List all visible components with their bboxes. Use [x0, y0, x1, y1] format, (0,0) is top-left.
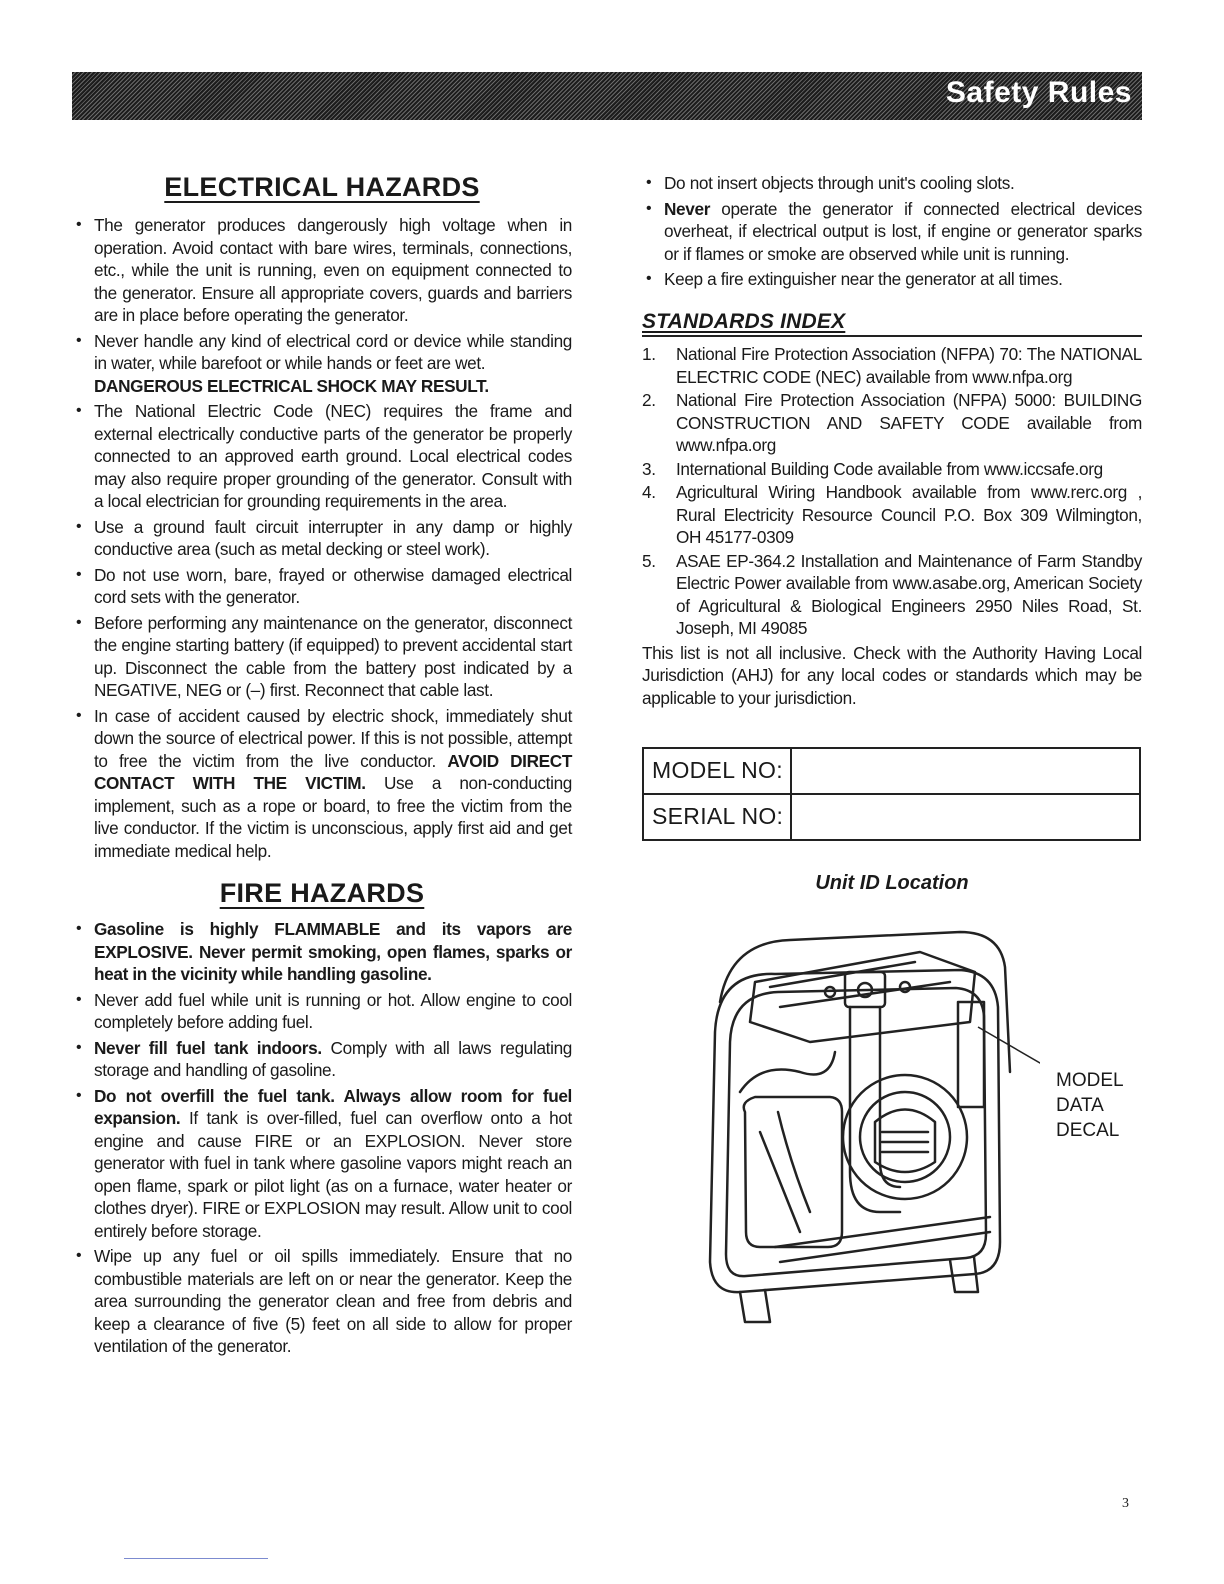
list-item: • The National Electric Code (NEC) requires the frame and external electrically conductive parts of the generator be properly connected to an approved earth ground. Local electrical codes may also require proper grounding of the generator. Consult with a local electrician for grounding requirements in the area. [72, 400, 572, 513]
fire-hazards-continued-list [642, 172, 1142, 291]
footer-rule [124, 1558, 268, 1559]
list-item: • Do not overfill the fuel tank. Always allow room for fuel expansion. If tank is over-filled, fuel can overflow onto a hot engine and cause FIRE or an EXPLOSION. Never store generator with fuel in tank where gasoline vapors might reach an open flame, spark or pilot light (as on a furnace, water heater or clothes dryer). FIRE or EXPLOSION may result. Allow unit to cool entirely before storage. [72, 1085, 572, 1243]
model-number-label: MODEL NO: [652, 757, 783, 783]
list-item: 4. Agricultural Wiring Handbook available from www.rerc.org , Rural Electricity Resource Council P.O. Box 309 Wilmington, OH 45177-0309 [642, 482, 1142, 547]
list-item: • Wipe up any fuel or oil spills immediately. Ensure that no combustible materials are left on or near the generator. Keep the area surrounding the generator clean and free from debris and keep a clearance of five (5) feet on all side to allow for proper ventilation of the generator. [72, 1245, 572, 1358]
electrical-hazards-list [72, 214, 572, 862]
list-item: • Use a ground fault circuit interrupter in any damp or highly conductive area (such as metal decking or steel work). [72, 516, 572, 561]
list-item: • Never operate the generator if connected electrical devices overheat, if electrical output is lost, if engine or generator sparks or if flames or smoke are observed while unit is running. [642, 198, 1142, 266]
fire-hazards-heading: FIRE HAZARDS [219, 878, 425, 908]
list-item: • Never add fuel while unit is running or hot. Allow engine to cool completely before adding fuel. [72, 989, 572, 1034]
standards-list [642, 343, 1142, 640]
list-item: • Do not use worn, bare, frayed or otherwise damaged electrical cord sets with the generator. [72, 564, 572, 609]
serial-number-row [644, 795, 1139, 841]
left-column [72, 170, 572, 1361]
list-item: 2. National Fire Protection Association (NFPA) 5000: BUILDING CONSTRUCTION AND SAFETY CODE available from www.nfpa.org [642, 390, 1142, 455]
unit-id-table [642, 747, 1141, 841]
list-item: • In case of accident caused by electric shock, immediately shut down the source of electrical power. If this is not possible, attempt to free the victim from the live conductor. AVOID DIRECT CONTACT WITH THE VICTIM. Use a non-conducting implement, such as a rope or board, to free the victim from the live conductor. If the victim is unconscious, apply first aid and get immediate medical help. [72, 705, 572, 863]
list-item: 3. International Building Code available from www.iccsafe.org [642, 458, 1103, 479]
model-number-row [644, 749, 1139, 795]
page-number: 3 [1122, 1496, 1129, 1511]
page-title: Safety Rules [945, 76, 1132, 109]
header-banner [72, 72, 1142, 120]
list-item: • Gasoline is highly FLAMMABLE and its vapors are EXPLOSIVE. Never permit smoking, open flames, sparks or heat in the vicinity while handling gasoline. [72, 918, 572, 986]
table-divider [790, 749, 792, 839]
list-item: • Keep a fire extinguisher near the generator at all times. [642, 268, 1142, 291]
right-column [642, 172, 1142, 709]
model-data-decal-label: MODEL DATA DECAL [1056, 1070, 1124, 1141]
list-item: • Before performing any maintenance on the generator, disconnect the engine starting battery (if equipped) to prevent accidental start up. Disconnect the cable from the battery post indicated by a NEGATIVE, NEG or (–) first. Reconnect that cable last. [72, 612, 572, 702]
serial-number-label: SERIAL NO: [652, 803, 784, 829]
generator-illustration [660, 912, 1040, 1342]
standards-index-heading: STANDARDS INDEX [642, 311, 1142, 338]
list-item: • Do not insert objects through unit's cooling slots. [642, 172, 1142, 195]
fire-hazards-list [72, 918, 572, 1358]
standards-note: This list is not all inclusive. Check with the Authority Having Local Jurisdiction (AHJ) for any local codes or standards which may be applicable to your jurisdiction. [642, 642, 1142, 708]
list-item: 5. ASAE EP-364.2 Installation and Maintenance of Farm Standby Electric Power available from www.asabe.org, American Society of Agricultural & Biological Engineers 2950 Niles Road, St. Joseph, MI 49085 [642, 550, 1142, 638]
figure-caption: Unit ID Location [815, 872, 969, 894]
list-item: • The generator produces dangerously high voltage when in operation. Avoid contact with bare wires, terminals, connections, etc., while the unit is running, even on equipment connected to the generator. Ensure all appropriate covers, guards and barriers are in place before operating the generator. [72, 214, 572, 327]
electrical-hazards-heading: ELECTRICAL HAZARDS [164, 172, 480, 202]
list-item: • Never handle any kind of electrical cord or device while standing in water, while barefoot or while hands or feet are wet. DANGEROUS ELECTRICAL SHOCK MAY RESULT. [72, 330, 572, 398]
shock-warning: DANGEROUS ELECTRICAL SHOCK MAY RESULT. [94, 375, 489, 396]
list-item: 1. National Fire Protection Association (NFPA) 70: The NATIONAL ELECTRIC CODE (NEC) available from www.nfpa.org [642, 344, 1142, 387]
list-item: • Never fill fuel tank indoors. Comply with all laws regulating storage and handling of gasoline. [72, 1037, 572, 1082]
